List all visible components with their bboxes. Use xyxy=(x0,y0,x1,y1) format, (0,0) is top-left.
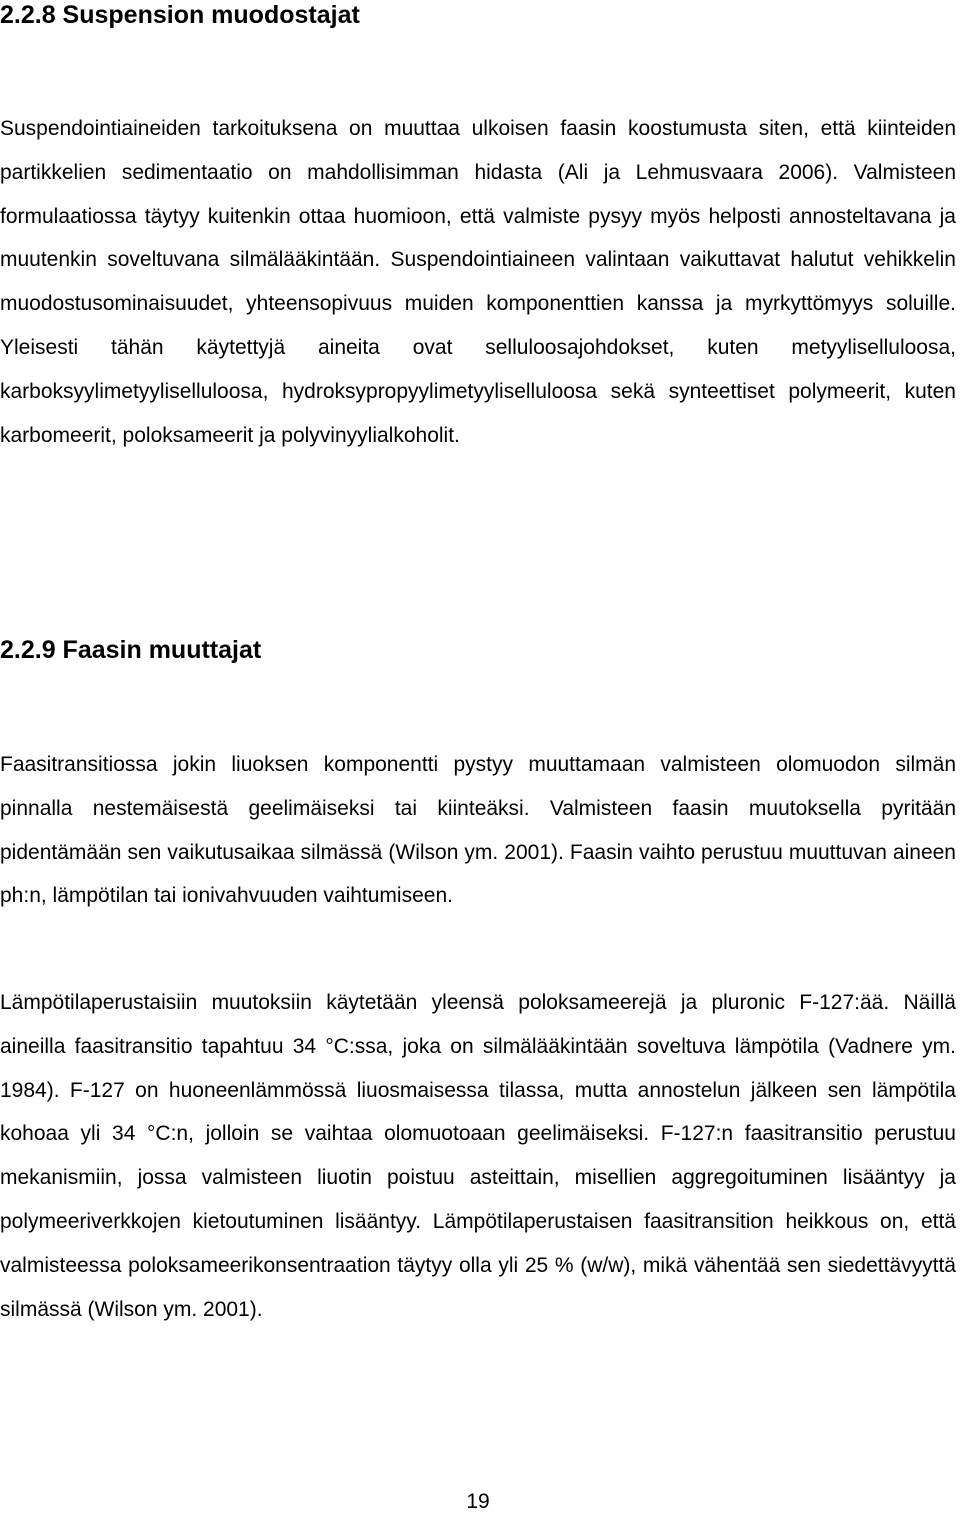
paragraph-phase-transition: Faasitransitiossa jokin liuoksen komponentti pystyy muuttamaan valmisteen olomuodon silmän pinnalla nestemäisestä geelimäiseksi tai kiinteäksi. Valmisteen faasin muutoksella pyritään pidentämään sen vaikutusaikaa silmässä (Wilson ym. 2001). Faasin vaihto perustuu muuttuvan aineen ph:n, lämpötilan tai ionivahvuuden vaihtumiseen. xyxy=(0,753,956,908)
page-number: 19 xyxy=(466,1490,490,1513)
section-heading-2-2-9: 2.2.9 Faasin muuttajat xyxy=(0,636,262,664)
paragraph-suspension-agents: Suspendointiaineiden tarkoituksena on muuttaa ulkoisen faasin koostumusta siten, että kiinteiden partikkelien sedimentaatio on mahdollisimman hidasta (Ali ja Lehmusvaara 2006). Valmisteen formulaatiossa täytyy kuitenkin ottaa huomioon, että valmiste pysyy myös helposti annosteltavana ja muutenkin soveltuvana silmälääkintään. Suspendointiaineen valintaan vaikuttavat halutut vehikkelin muodostusominaisuudet, yhteensopivuus muiden komponenttien kanssa ja myrkyttömyys soluille. Yleisesti tähän käytettyjä aineita ovat selluloosajohdokset, kuten metyyliselluloosa, karboksyylimetyyliselluloosa, hydroksypropyylimetyyliselluloosa sekä synteettiset polymeerit, kuten karbomeerit, poloksameerit ja polyvinyylialkoholit. xyxy=(0,117,956,447)
paragraph-temperature-based-transition: Lämpötilaperustaisiin muutoksiin käytetään yleensä poloksameerejä ja pluronic F-127:ää. Näillä aineilla faasitransitio tapahtuu 34 °C:ssa, joka on silmälääkintään soveltuva lämpötila (Vadnere ym. 1984). F-127 on huoneenlämmössä liuosmaisessa tilassa, mutta annostelun jälkeen sen lämpötila kohoaa yli 34 °C:n, jolloin se vaihtaa olomuotoaan geelimäiseksi. F-127:n faasitransitio perustuu mekanismiin, jossa valmisteen liuotin poistuu asteittain, misellien aggregoituminen lisääntyy ja polymeeriverkkojen kietoutuminen lisääntyy. Lämpötilaperustaisen faasitransition heikkous on, että valmisteessa poloksameerikonsentraation täytyy olla yli 25 % (w/w), mikä vähentää sen siedettävyyttä silmässä (Wilson ym. 2001). xyxy=(0,991,956,1321)
section-heading-2-2-8: 2.2.8 Suspension muodostajat xyxy=(0,1,360,29)
